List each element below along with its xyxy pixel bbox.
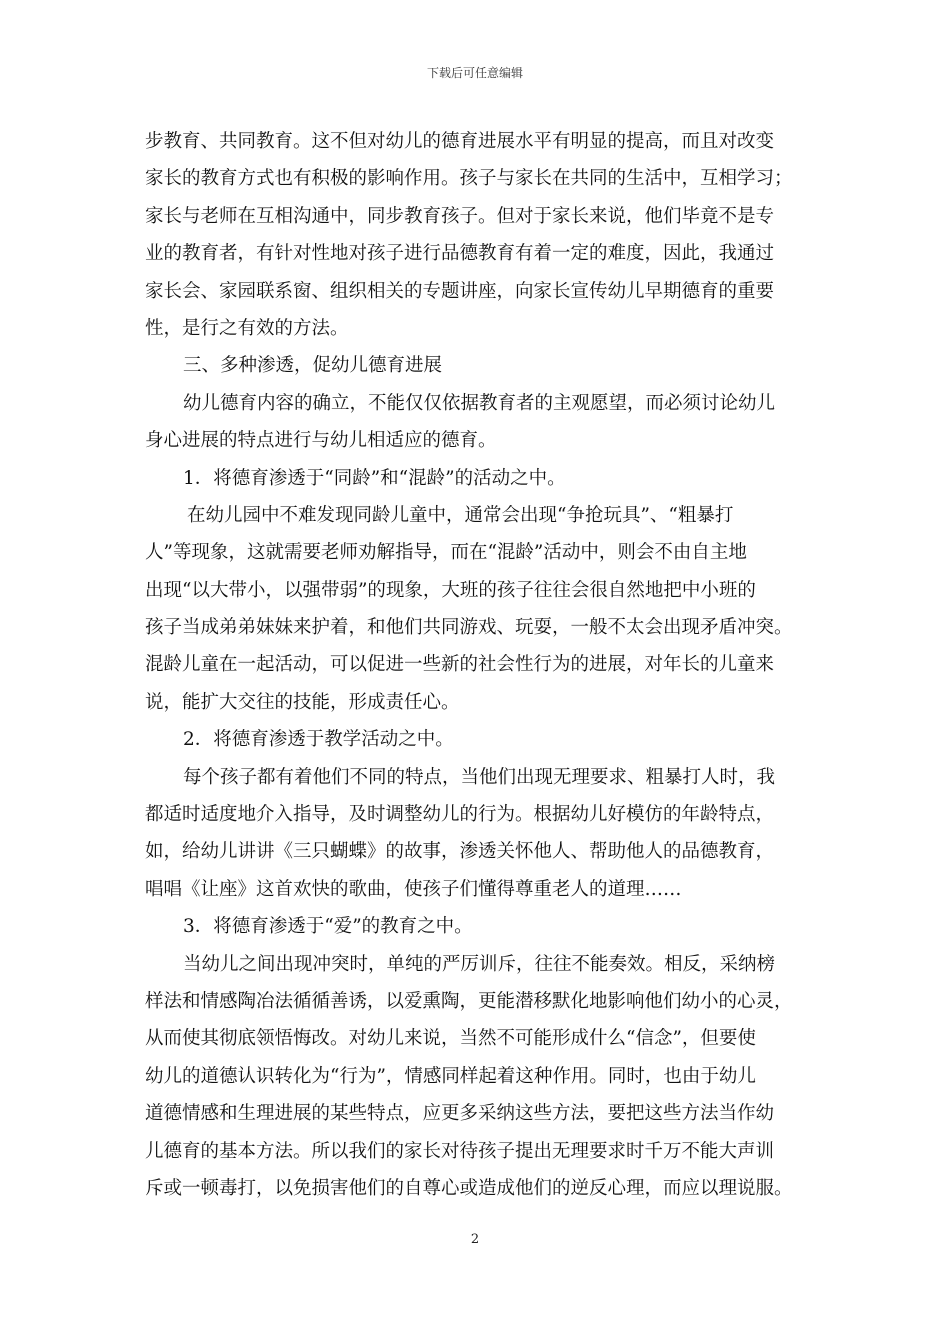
text-line: 家长的教育方式也有积极的影响作用。孩子与家长在共同的生活中，互相学习； [145,168,793,190]
text-line: 样法和情感陶冶法循循善诱，以爱熏陶，更能潜移默化地影响他们幼小的心灵， [145,990,793,1012]
text-line: 出现“以大带小，以强带弱”的现象，大班的孩子往往会很自然地把中小班的 [145,579,756,601]
text-line: 家长会、家园联系窗、组织相关的专题讲座，向家长宣传幼儿早期德育的重要 [145,280,775,302]
text-line: 在幼儿园中不难发现同龄儿童中，通常会出现“争抢玩具”、“粗暴打 [187,504,734,526]
text-line: 道德情感和生理进展的某些特点，应更多采纳这些方法，要把这些方法当作幼 [145,1103,775,1125]
subsection-heading: 3．将德育渗透于“爱”的教育之中。 [183,916,473,938]
page-header: 下载后可任意编辑 [426,66,523,80]
subsection-heading: 1．将德育渗透于“同龄”和“混龄”的活动之中。 [183,467,566,489]
text-line: 都适时适度地介入指导，及时调整幼儿的行为。根据幼儿好模仿的年龄特点， [145,804,775,826]
text-line: 孩子当成弟弟妹妹来护着，和他们共同游戏、玩耍，一般不太会出现矛盾冲突。 [145,617,793,639]
text-line: 业的教育者，有针对性地对孩子进行品德教育有着一定的难度，因此，我通过 [145,243,775,265]
text-line: 当幼儿之间出现冲突时，单纯的严厉训斥，往往不能奏效。相反，采纳榜 [183,953,776,975]
text-line: 幼儿德育内容的确立，不能仅仅依据教育者的主观愿望，而必须讨论幼儿 [183,392,776,414]
text-line: 性，是行之有效的方法。 [145,317,349,339]
text-line: 身心进展的特点进行与幼儿相适应的德育。 [145,430,497,452]
text-line: 儿德育的基本方法。所以我们的家长对待孩子提出无理要求时千万不能大声训 [145,1140,775,1162]
text-line: 从而使其彻底领悟悔改。对幼儿来说，当然不可能形成什么“信念”，但要使 [145,1028,756,1050]
section-heading: 三、多种渗透，促幼儿德育进展 [183,355,443,377]
text-line: 斥或一顿毒打，以免损害他们的自尊心或造成他们的逆反心理，而应以理说服。 [145,1177,793,1199]
page-number: 2 [470,1232,480,1247]
text-line: 唱唱《让座》这首欢快的歌曲，使孩子们懂得尊重老人的道理…… [145,878,682,900]
text-line: 人”等现象，这就需要老师劝解指导，而在“混龄”活动中，则会不由自主地 [145,542,747,564]
document-body [145,123,815,1207]
text-line: 幼儿的道德认识转化为“行为”，情感同样起着这种作用。同时，也由于幼儿 [145,1065,756,1087]
subsection-heading: 2．将德育渗透于教学活动之中。 [183,729,454,751]
text-line: 家长与老师在互相沟通中，同步教育孩子。但对于家长来说，他们毕竟不是专 [145,205,775,227]
text-line: 每个孩子都有着他们不同的特点，当他们出现无理要求、粗暴打人时，我 [183,766,776,788]
text-line: 混龄儿童在一起活动，可以促进一些新的社会性行为的进展，对年长的儿童来 [145,654,775,676]
text-line: 步教育、共同教育。这不但对幼儿的德育进展水平有明显的提高，而且对改变 [145,131,775,152]
text-line: 说，能扩大交往的技能，形成责任心。 [145,691,460,713]
text-line: 如，给幼儿讲讲《三只蝴蝶》的故事，渗透关怀他人、帮助他人的品德教育， [145,841,775,863]
